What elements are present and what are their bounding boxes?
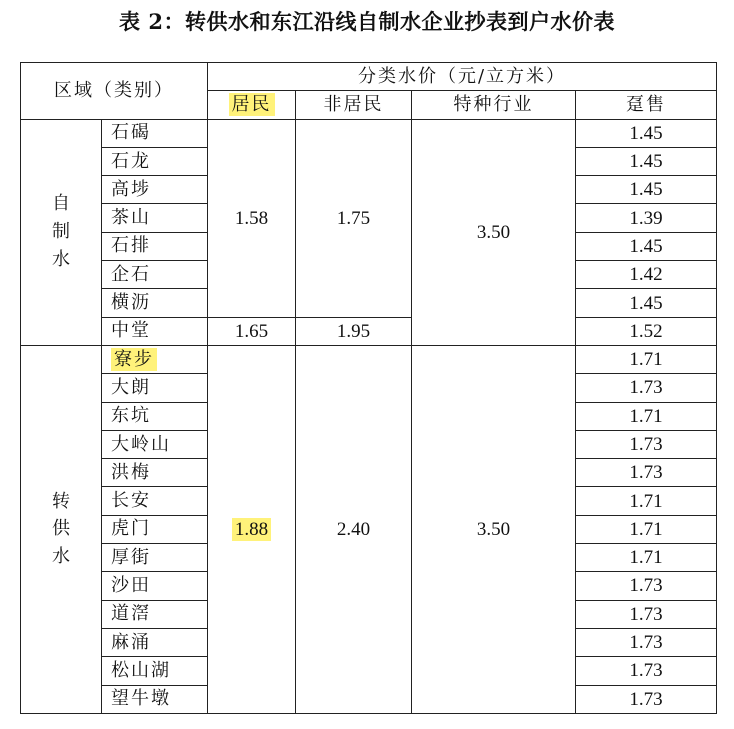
- wholesale-price: 1.52: [576, 317, 717, 345]
- residential-price: 1.65: [208, 317, 296, 345]
- table-row: [21, 317, 717, 345]
- region-name: 虎门: [102, 515, 208, 543]
- price-group-header: 分类水价（元/立方米）: [208, 63, 717, 91]
- col-nonresidential-header: 非居民: [296, 91, 412, 119]
- special-price: 3.50: [412, 345, 576, 713]
- wholesale-price: 1.73: [576, 628, 717, 656]
- nonresidential-price: 1.75: [296, 119, 412, 317]
- table-title: 表 2：转供水和东江沿线自制水企业抄表到户水价表: [119, 9, 615, 34]
- col-wholesale-header: 趸售: [576, 91, 717, 119]
- wholesale-price: 1.71: [576, 345, 717, 373]
- col-residential-header: [208, 91, 296, 119]
- region-name: 石碣: [102, 119, 208, 147]
- wholesale-price: 1.73: [576, 430, 717, 458]
- highlight: 居民: [229, 93, 275, 116]
- wholesale-price: 1.71: [576, 487, 717, 515]
- region-name: 望牛墩: [102, 685, 208, 713]
- region-name: 企石: [102, 261, 208, 289]
- wholesale-price: 1.45: [576, 147, 717, 175]
- wholesale-price: 1.73: [576, 572, 717, 600]
- region-name: 大岭山: [102, 430, 208, 458]
- wholesale-price: 1.42: [576, 261, 717, 289]
- special-price: 3.50: [412, 119, 576, 345]
- water-price-table: [20, 62, 717, 714]
- region-name: 大朗: [102, 374, 208, 402]
- region-header: 区域（类别）: [21, 63, 208, 120]
- region-name: 洪梅: [102, 459, 208, 487]
- region-name: 石龙: [102, 147, 208, 175]
- region-name: 道滘: [102, 600, 208, 628]
- region-name: [102, 345, 208, 373]
- wholesale-price: 1.73: [576, 600, 717, 628]
- region-name: 石排: [102, 232, 208, 260]
- col-special-header: 特种行业: [412, 91, 576, 119]
- residential-price: [208, 345, 296, 713]
- nonresidential-price: 1.95: [296, 317, 412, 345]
- highlight: 寮步: [111, 348, 157, 371]
- wholesale-price: 1.71: [576, 544, 717, 572]
- nonresidential-price: 2.40: [296, 345, 412, 713]
- wholesale-price: 1.73: [576, 459, 717, 487]
- wholesale-price: 1.73: [576, 657, 717, 685]
- group-label-self-produced: 自 制 水: [21, 119, 102, 345]
- region-name: 麻涌: [102, 628, 208, 656]
- wholesale-price: 1.71: [576, 402, 717, 430]
- region-name: 横沥: [102, 289, 208, 317]
- region-name: 厚街: [102, 544, 208, 572]
- header-row-1: [21, 63, 717, 91]
- region-name: 东坑: [102, 402, 208, 430]
- table-row: [21, 345, 717, 373]
- region-name: 中堂: [102, 317, 208, 345]
- residential-price: 1.58: [208, 119, 296, 317]
- group-label-transfer-supply: 转 供 水: [21, 345, 102, 713]
- region-name: 沙田: [102, 572, 208, 600]
- region-name: 高埗: [102, 176, 208, 204]
- wholesale-price: 1.45: [576, 119, 717, 147]
- highlight: 1.88: [232, 518, 271, 541]
- wholesale-price: 1.39: [576, 204, 717, 232]
- wholesale-price: 1.73: [576, 374, 717, 402]
- wholesale-price: 1.71: [576, 515, 717, 543]
- table-row: [21, 119, 717, 147]
- wholesale-price: 1.45: [576, 289, 717, 317]
- region-name: 茶山: [102, 204, 208, 232]
- region-name: 松山湖: [102, 657, 208, 685]
- region-name: 长安: [102, 487, 208, 515]
- wholesale-price: 1.45: [576, 176, 717, 204]
- wholesale-price: 1.73: [576, 685, 717, 713]
- wholesale-price: 1.45: [576, 232, 717, 260]
